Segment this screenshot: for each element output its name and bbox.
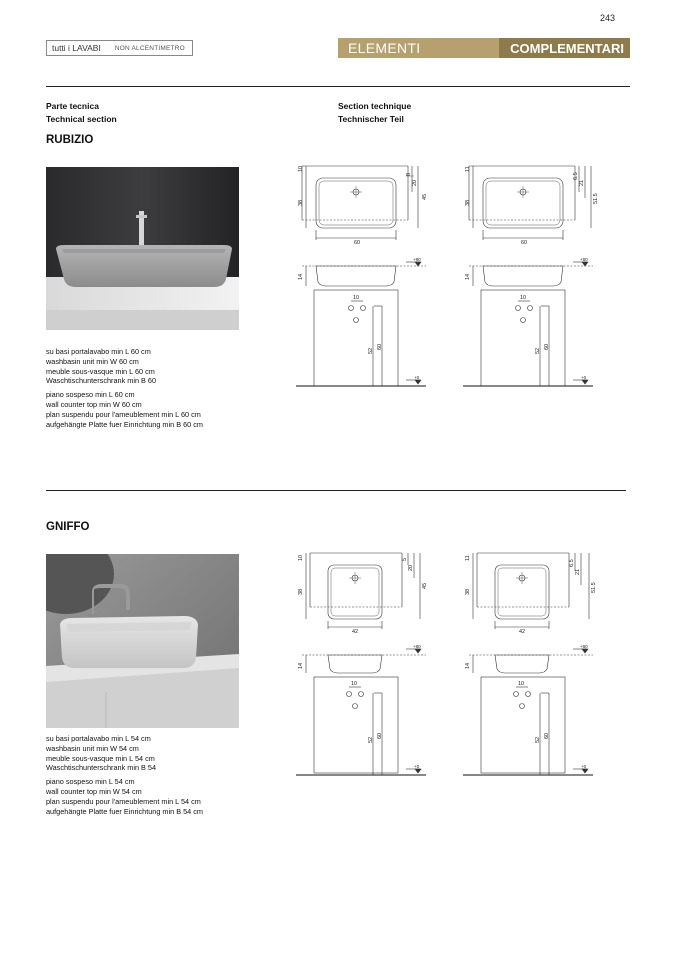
category-tag <box>46 40 193 56</box>
counter-line: wall counter top min W 54 cm <box>46 786 142 796</box>
dim-pipe2: 60 <box>544 732 550 739</box>
unit-line: meuble sous-vasque min L 54 cm <box>46 753 155 763</box>
counter-line: piano sospeso min L 54 cm <box>46 777 135 787</box>
counter-line: piano sospeso min L 60 cm <box>46 390 135 400</box>
heading-de: Technischer Teil <box>338 114 404 124</box>
level-bottom: +0 <box>581 375 587 380</box>
dim-depth: 38 <box>465 199 471 206</box>
level-bottom: +0 <box>414 764 420 769</box>
top-divider <box>46 86 630 87</box>
category-main: tutti i LAVABI <box>52 43 101 53</box>
dim-side: 45 <box>422 582 428 589</box>
technical-drawing <box>296 158 436 388</box>
technical-drawing <box>296 545 436 777</box>
product-title: GNIFFO <box>46 521 90 533</box>
dim-depth: 38 <box>465 588 471 595</box>
section-band-left: ELEMENTI <box>338 38 499 58</box>
dim-pipe1: 52 <box>535 347 541 354</box>
dim-hole: 8 <box>406 172 412 176</box>
dim-width: 42 <box>519 629 526 635</box>
dim-pipe2: 60 <box>544 343 550 350</box>
dim-height: 14 <box>298 662 304 669</box>
dim-width: 42 <box>352 629 359 635</box>
heading-it: Parte tecnica <box>46 101 99 111</box>
unit-line: su basi portalavabo min L 60 cm <box>46 347 151 356</box>
category-sub: NON ALCENTIMETRO <box>114 44 185 52</box>
technical-heading-right <box>338 100 411 126</box>
dim-side: 45 <box>422 193 428 200</box>
dim-spacing: 10 <box>518 681 525 687</box>
dim-hole: 6.5 <box>573 172 579 180</box>
level-top: +80 <box>413 257 421 262</box>
technical-drawing <box>463 158 603 388</box>
dim-side: 51.5 <box>591 582 597 593</box>
unit-line: washbasin unit min W 60 cm <box>46 356 139 366</box>
dim-pipe1: 52 <box>368 736 374 743</box>
level-top: +80 <box>580 644 588 649</box>
dim-pipe1: 52 <box>368 347 374 354</box>
counter-line: aufgehängte Platte fuer Einrichtung min B 54 cm <box>46 806 203 816</box>
dim-spacing: 10 <box>353 295 360 301</box>
dim-height: 14 <box>465 273 471 280</box>
dim-pipe2: 60 <box>377 343 383 350</box>
dim-top: 10 <box>298 165 304 172</box>
dim-width: 60 <box>354 240 361 246</box>
dim-hole2: 20 <box>412 179 418 186</box>
counter-line: wall counter top min W 60 cm <box>46 399 142 409</box>
page-number: 243 <box>600 13 616 23</box>
dim-hole2: 21 <box>575 568 581 575</box>
dim-hole2: 20 <box>408 564 414 571</box>
dim-hole2: 21 <box>579 179 585 186</box>
product-photo-rubizio <box>46 167 239 330</box>
dim-width: 60 <box>521 240 528 246</box>
section-divider <box>46 490 626 491</box>
heading-fr: Section technique <box>338 101 412 111</box>
dim-pipe1: 52 <box>535 736 541 743</box>
section-band-right: COMPLEMENTARI <box>499 38 630 58</box>
dim-top: 10 <box>298 554 304 561</box>
product-description <box>46 734 246 820</box>
technical-heading-left <box>46 100 117 126</box>
heading-en: Technical section <box>46 114 117 124</box>
dim-pipe2: 60 <box>377 732 383 739</box>
counter-line: plan suspendu pour l'ameublement min L 60 cm <box>46 409 201 419</box>
technical-drawing <box>463 545 603 777</box>
dim-hole: 5 <box>402 557 408 561</box>
unit-line: Waschtischunterschrank min B 54 <box>46 763 157 773</box>
level-top: +80 <box>580 257 588 262</box>
dim-height: 14 <box>465 662 471 669</box>
dim-top: 11 <box>465 166 471 172</box>
dim-hole: 6.5 <box>569 559 575 567</box>
dim-spacing: 10 <box>351 681 358 687</box>
section-band <box>338 38 630 58</box>
unit-line: su basi portalavabo min L 54 cm <box>46 734 151 743</box>
dim-height: 14 <box>298 273 304 280</box>
unit-line: meuble sous-vasque min L 60 cm <box>46 366 155 376</box>
level-top: +80 <box>413 644 421 649</box>
dim-side: 51.5 <box>593 193 599 204</box>
level-bottom: +0 <box>414 375 420 380</box>
unit-line: washbasin unit min W 54 cm <box>46 743 139 753</box>
product-title: RUBIZIO <box>46 134 94 146</box>
level-bottom: +0 <box>581 764 587 769</box>
product-description <box>46 347 246 433</box>
dim-top: 11 <box>465 555 471 561</box>
unit-line: Waschtischunterschrank min B 60 <box>46 376 157 386</box>
dim-depth: 38 <box>298 588 304 595</box>
counter-line: plan suspendu pour l'ameublement min L 54 cm <box>46 796 201 806</box>
dim-spacing: 10 <box>520 295 527 301</box>
product-photo-gniffo <box>46 554 239 728</box>
counter-line: aufgehängte Platte fuer Einrichtung min B 60 cm <box>46 419 203 429</box>
dim-depth: 38 <box>298 199 304 206</box>
